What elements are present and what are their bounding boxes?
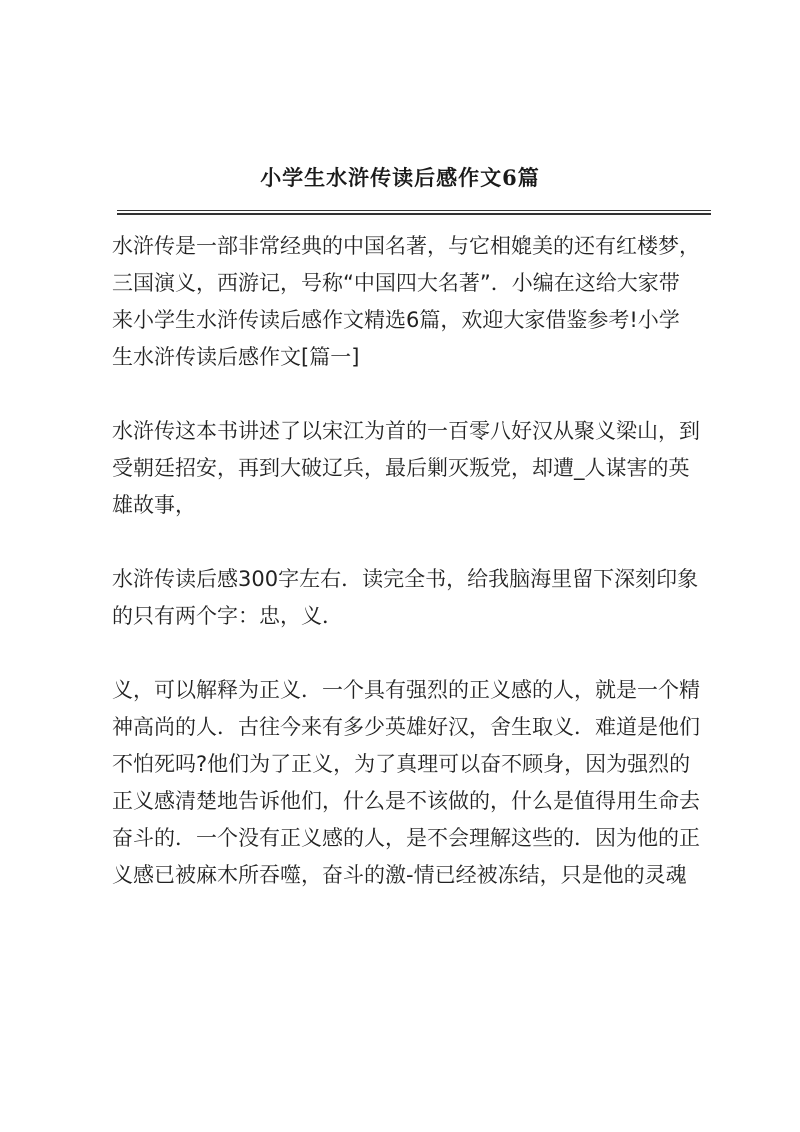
text-line: 不怕死吗?他们为了正义，为了真理可以奋不顾身，因为强烈的: [112, 752, 691, 776]
title-divider-thin: [117, 210, 711, 211]
text-line: 义感已被麻木所吞噬，奋斗的激-情已经被冻结，只是他的灵魂: [112, 863, 687, 887]
text-line: 受朝廷招安，再到大破辽兵，最后剿灭叛党，却遭_人谋害的英: [112, 456, 690, 480]
text-line: 雄故事，: [112, 493, 196, 517]
text-line: 水浒传这本书讲述了以宋江为首的一百零八好汉从聚义梁山，到: [112, 419, 700, 443]
text-line: 来小学生水浒传读后感作文精选6篇，欢迎大家借鉴参考!小学: [112, 308, 680, 332]
document-title: 小学生水浒传读后感作文6篇: [260, 165, 540, 190]
text-line: 正义感清楚地告诉他们，什么是不该做的，什么是值得用生命去: [112, 789, 700, 813]
document-body: [112, 228, 712, 931]
text-line: 生水浒传读后感作文[篇一]: [112, 345, 360, 369]
text-line: 奋斗的．一个没有正义感的人，是不会理解这些的．因为他的正: [112, 826, 700, 850]
text-line: 水浒传读后感300字左右．读完全书，给我脑海里留下深刻印象: [112, 567, 699, 591]
text-line: 三国演义，西游记，号称“中国四大名著”．小编在这给大家带: [112, 271, 680, 295]
paragraph-intro: [112, 228, 712, 376]
title-divider-thick: [117, 213, 711, 215]
text-line: 义，可以解释为正义．一个具有强烈的正义感的人，就是一个精: [112, 678, 700, 702]
paragraph-story-summary: [112, 413, 712, 524]
paragraph-impression: [112, 561, 712, 635]
text-line: 的只有两个字：忠，义．: [112, 604, 343, 628]
text-line: 神高尚的人．古往今来有多少英雄好汉，舍生取义．难道是他们: [112, 715, 700, 739]
text-line: 水浒传是一部非常经典的中国名著，与它相媲美的还有红楼梦，: [112, 234, 700, 258]
paragraph-righteousness: [112, 672, 712, 894]
